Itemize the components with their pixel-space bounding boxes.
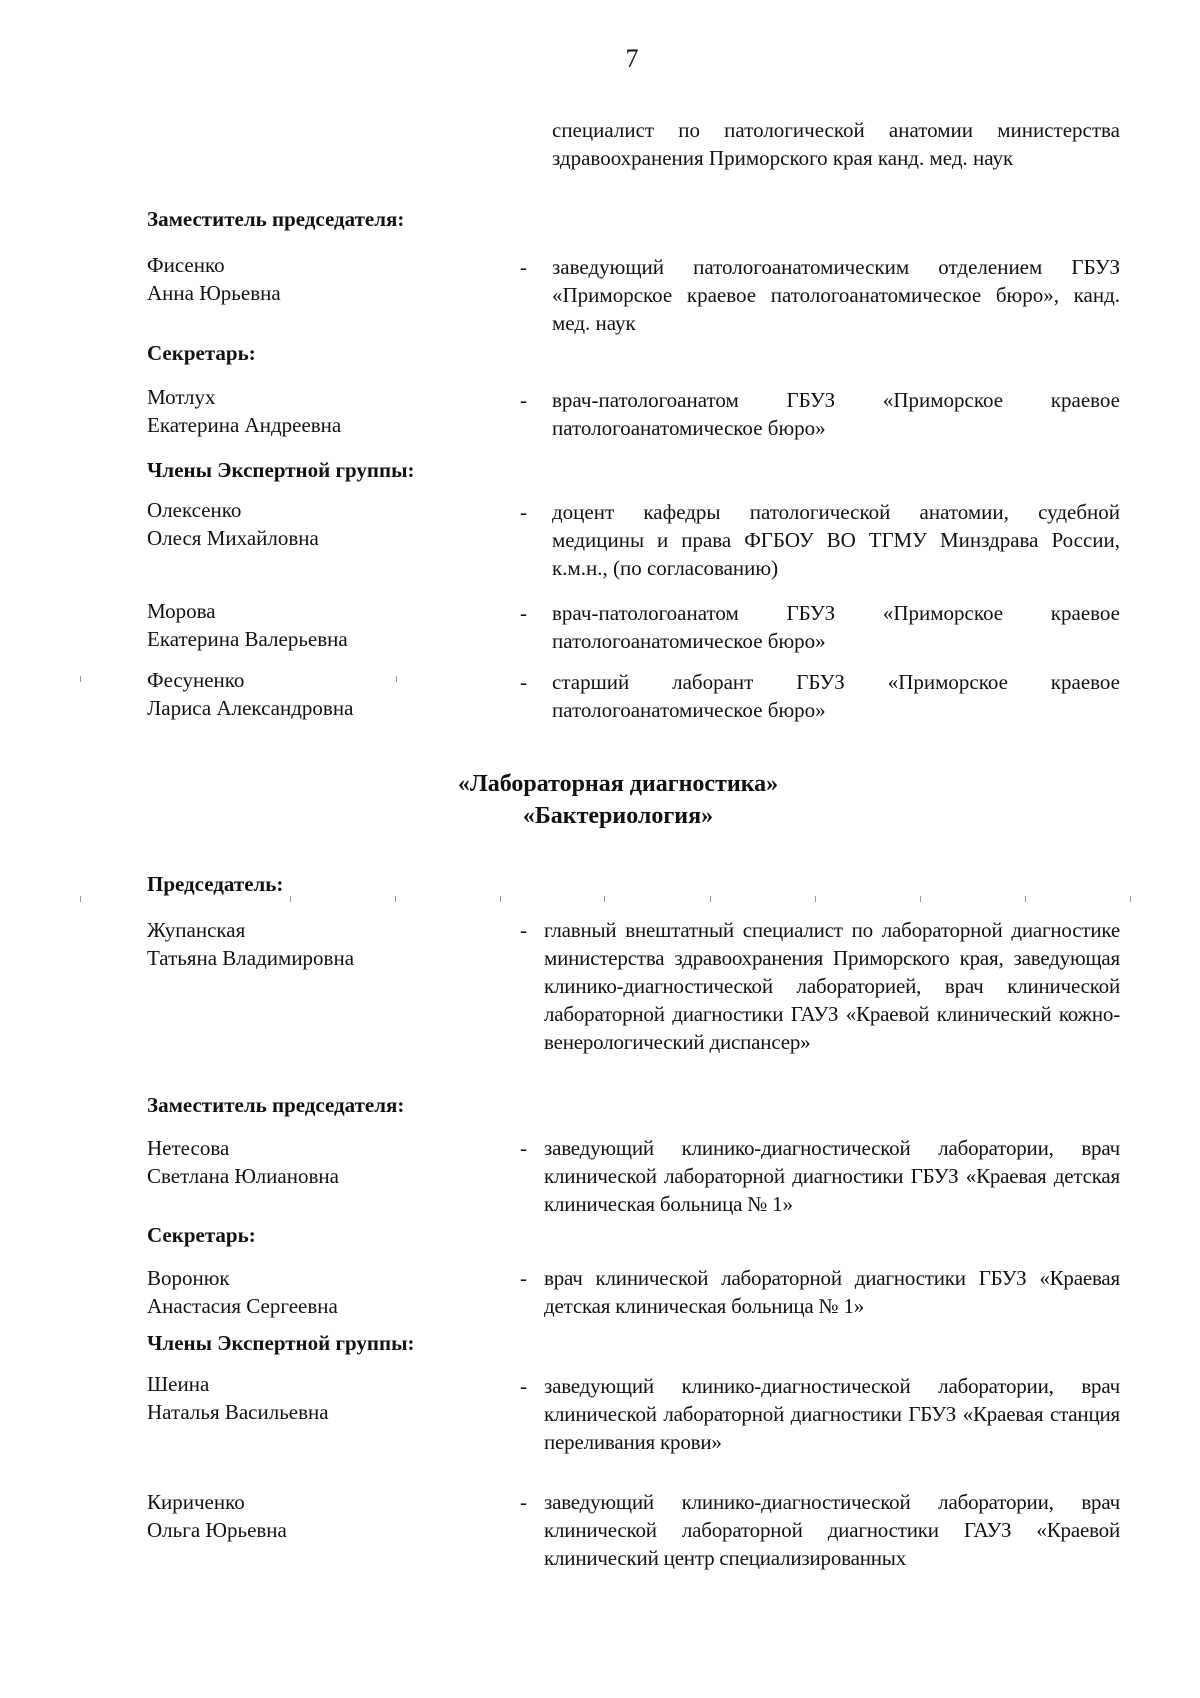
member-description: заведующий клинико-диагностической лаборатории, врач клинической лабораторной диагностики ГАУЗ «Краевой клинический центр специализированных: [544, 1490, 1120, 1570]
dash: -: [520, 670, 527, 694]
deputy-chair-description: заведующий клинико-диагностической лаборатории, врач клинической лабораторной диагностики ГБУЗ «Краевая детская клиническая больница № 1»: [544, 1136, 1120, 1216]
dash: -: [520, 1266, 527, 1290]
dash: -: [520, 601, 527, 625]
dash: -: [520, 255, 527, 279]
dash: -: [520, 1374, 527, 1398]
members-heading: Члены Экспертной группы:: [147, 458, 415, 482]
dash: -: [520, 388, 527, 412]
member-description: врач-патологоанатом ГБУЗ «Приморское краевое патологоанатомическое бюро»: [552, 601, 1120, 653]
members-heading: Члены Экспертной группы:: [147, 1331, 415, 1355]
scan-speck: [1025, 896, 1026, 902]
deputy-chair-description: заведующий патологоанатомическим отделением ГБУЗ «Приморское краевое патологоанатомическое бюро», канд. мед. наук: [552, 255, 1120, 335]
deputy-chair-name: [147, 1134, 487, 1190]
scan-speck: [604, 896, 605, 902]
given-name: Анастасия Сергеевна: [147, 1294, 338, 1318]
member-description: старший лаборант ГБУЗ «Приморское краевое патологоанатомическое бюро»: [552, 670, 1120, 722]
surname: Жупанская: [147, 918, 246, 942]
given-name: Светлана Юлиановна: [147, 1164, 339, 1188]
dash: -: [520, 1490, 527, 1514]
dash: -: [520, 918, 527, 942]
secretary-name: [147, 1264, 487, 1320]
secretary-heading: Секретарь:: [147, 1223, 256, 1247]
chair-name: [147, 916, 487, 972]
deputy-chair-heading: Заместитель председателя:: [147, 1093, 405, 1117]
secretary-heading: Секретарь:: [147, 341, 256, 365]
secretary-description: врач-патологоанатом ГБУЗ «Приморское краевое патологоанатомическое бюро»: [552, 388, 1120, 440]
member-name: [147, 666, 487, 722]
given-name: Наталья Васильевна: [147, 1400, 329, 1424]
deputy-chair-name: [147, 251, 487, 307]
scan-speck: [815, 896, 816, 902]
given-name: Олеся Михайловна: [147, 526, 319, 550]
scan-speck: [710, 896, 711, 902]
scan-speck: [500, 896, 501, 902]
surname: Мотлух: [147, 385, 216, 409]
given-name: Анна Юрьевна: [147, 281, 281, 305]
surname: Олексенко: [147, 498, 242, 522]
given-name: Ольга Юрьевна: [147, 1518, 287, 1542]
given-name: Татьяна Владимировна: [147, 946, 355, 970]
scan-speck: [290, 896, 291, 902]
page-number: 7: [625, 44, 639, 73]
section-title-line2: «Бактериология»: [522, 803, 714, 829]
chair-heading: Председатель:: [147, 872, 284, 896]
member-name: [147, 1488, 487, 1544]
given-name: Екатерина Валерьевна: [147, 627, 348, 651]
member-description: доцент кафедры патологической анатомии, судебной медицины и права ФГБОУ ВО ТГМУ Минздрава России, к.м.н., (по согласованию): [552, 500, 1120, 580]
member-description: заведующий клинико-диагностической лаборатории, врач клинической лабораторной диагностики ГБУЗ «Краевая станция переливания крови»: [544, 1374, 1120, 1454]
scan-speck: [920, 896, 921, 902]
intro-continuation: специалист по патологической анатомии министерства здравоохранения Приморского края канд. мед. наук: [552, 118, 1120, 170]
surname: Кириченко: [147, 1490, 245, 1514]
member-name: [147, 597, 487, 653]
scan-speck: [395, 896, 396, 902]
surname: Морова: [147, 599, 216, 623]
scan-speck: [1130, 896, 1131, 902]
member-name: [147, 1370, 487, 1426]
surname: Фисенко: [147, 253, 225, 277]
scan-speck: [80, 896, 81, 902]
given-name: Лариса Александровна: [147, 696, 354, 720]
dash: -: [520, 500, 527, 524]
surname: Воронюк: [147, 1266, 230, 1290]
surname: Шеина: [147, 1372, 210, 1396]
secretary-name: [147, 383, 487, 439]
chair-description: главный внештатный специалист по лабораторной диагностике министерства здравоохранения Приморского края, заведующая клинико-диагностической лабораторией, врач клинической лабораторной диагностики ГАУЗ «Краевой клинический кожно-венерологический диспансер»: [544, 918, 1120, 1054]
dash: -: [520, 1136, 527, 1160]
member-name: [147, 496, 487, 552]
given-name: Екатерина Андреевна: [147, 413, 342, 437]
scan-speck: [80, 676, 81, 682]
section-title-line1: «Лабораторная диагностика»: [457, 771, 779, 797]
deputy-chair-heading: Заместитель председателя:: [147, 207, 405, 231]
scan-speck: [396, 676, 397, 682]
secretary-description: врач клинической лабораторной диагностики ГБУЗ «Краевая детская клиническая больница № 1»: [544, 1266, 1120, 1318]
surname: Фесуненко: [147, 668, 245, 692]
surname: Нетесова: [147, 1136, 230, 1160]
